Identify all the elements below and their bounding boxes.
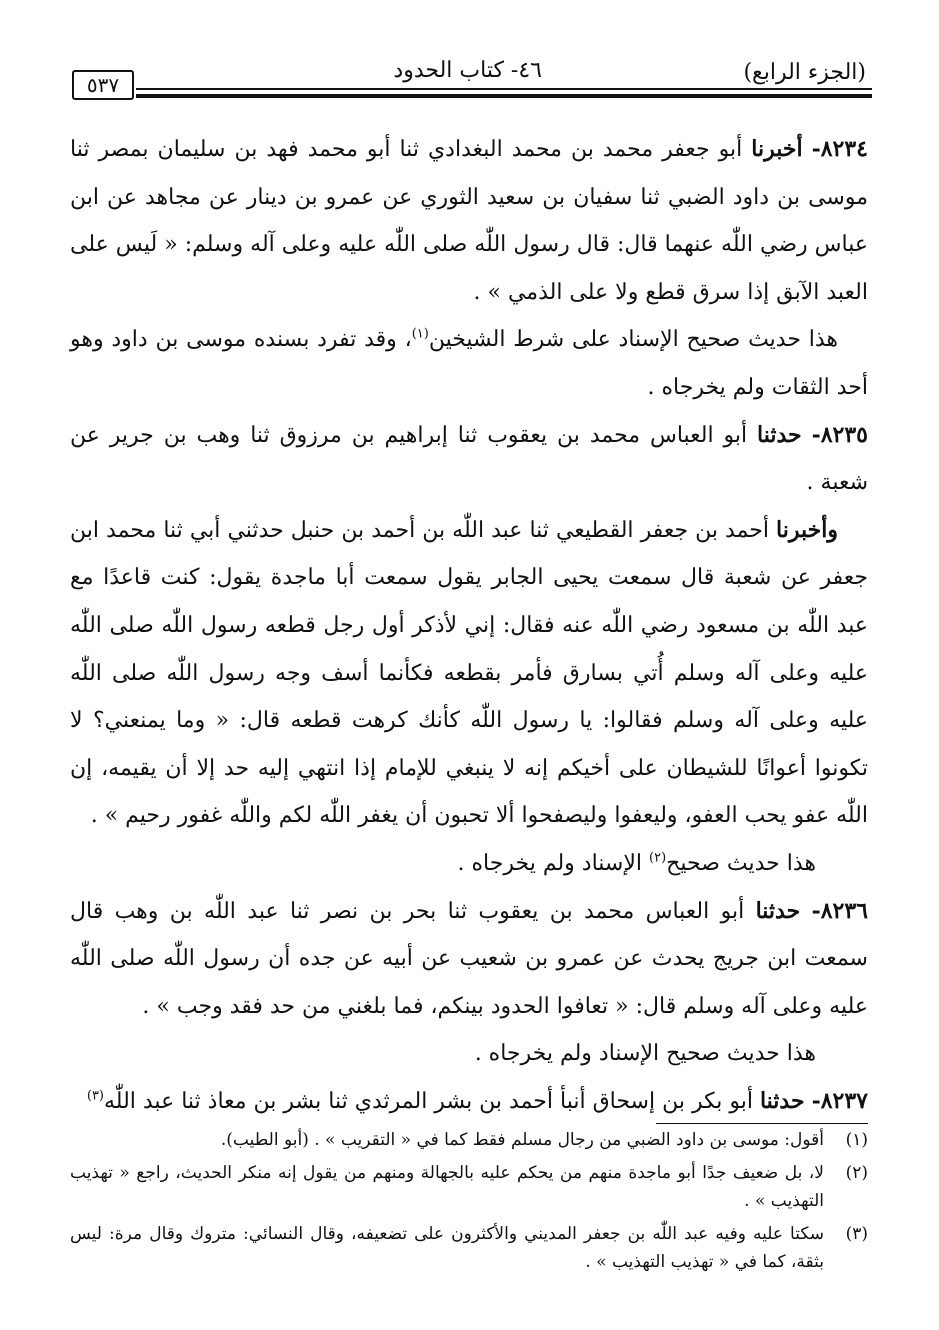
hadith-number: ٨٢٣٧- [811,1087,868,1114]
verdict-text: هذا حديث صحيح الإسناد ولم يخرجاه . [474,1041,816,1067]
verdict-text: هذا حديث صحيح [666,850,816,876]
hadith-number: ٨٢٣٥- [811,421,868,448]
page-number: ٥٣٧ [86,73,120,97]
footnote-label: (٣) [845,1224,868,1244]
footnote-text: لا، بل ضعيف جدًا أبو ماجدة منهم من يحكم عليه بالجهالة ومنهم من يقول إنه منكر الحديث، راجع « تهذيب التهذيب » . [70,1163,824,1211]
footnote-2 [70,1159,868,1215]
footnote-text: أقول: موسى بن داود الضبي من رجال مسلم فقط كما في « التقريب » . (أبو الطيب). [220,1130,824,1150]
footnote-label: (١) [845,1130,868,1150]
hadith-number: ٨٢٣٤- [811,136,868,162]
page-header [66,58,872,97]
narration-keyword: حدثنا [755,897,801,924]
hadith-text: أبو العباس محمد بن يعقوب ثنا بحر بن نصر ثنا عبد اللّٰه بن وهب قال سمعت ابن جريج يحدث عن عمرو بن شعيب عن أبيه عن جده أن رسول اللّٰه صلى اللّٰه عليه وعلى آله وسلم قال: « تعافوا الحدود بينكم، فما بلغني من حد فقد وجب » . [70,898,868,1019]
verdict-8234 [70,316,868,411]
header-rule-thick [136,94,872,98]
footnote-label: (٢) [845,1163,868,1183]
hadith-text: أبو جعفر محمد بن محمد البغدادي ثنا أبو محمد فهد بن سليمان بمصر ثنا موسى بن داود الضبي ثنا سفيان بن سعيد الثوري عن عمرو بن دينار عن مجاهد عن ابن عباس رضي اللّٰه عنهما قال: قال رسول اللّٰه صلى اللّٰه عليه وعلى آله وسلم: « لَيس على العبد الآبق إذا سرق قطع ولا على الذمي » . [70,137,868,305]
hadith-8236 [70,888,868,1031]
hadith-8237 [70,1078,868,1126]
footnote-1 [70,1126,868,1154]
footnote-text: سكتا عليه وفيه عبد اللّٰه بن جعفر المديني والأكثرون على تضعيفه، وقال النسائي: متروك وقال مرة: ليس بثقة، كما في « تهذيب التهذيب » . [70,1224,824,1272]
verdict-text-cont: الإسناد ولم يخرجاه . [457,850,650,876]
hadith-8235 [70,412,868,507]
footnotes [70,1126,868,1281]
book-title: ٤٦- كتاب الحدود [393,58,542,83]
footnote-ref-3[interactable]: (٣) [86,1088,104,1104]
narration-keyword: حدثنا [759,1087,805,1114]
header-rule-thin [136,88,872,90]
hadith-text: أبو العباس محمد بن يعقوب ثنا إبراهيم بن مرزوق ثنا وهب بن جرير عن شعبة . [70,422,868,496]
verdict-8235 [70,840,868,888]
main-text [70,126,868,1125]
footnote-ref-2[interactable]: (٢) [649,850,667,866]
verdict-8236 [70,1030,868,1078]
hadith-number: ٨٢٣٦- [811,897,868,924]
hadith-text: أحمد بن جعفر القطيعي ثنا عبد اللّٰه بن أحمد بن حنبل حدثني أبي ثنا محمد ابن جعفر عن شعبة قال سمعت يحيى الجابر يقول سمعت أبا ماجدة يقول: كنت قاعدًا مع عبد اللّٰه بن مسعود رضي اللّٰه عنه فقال: إني لأذكر أول رجل قطعه رسول اللّٰه صلى اللّٰه عليه وعلى آله وسلم أُتي بسارق فأمر بقطعه فكأنما أسف وجه رسول اللّٰه صلى اللّٰه عليه وعلى آله وسلم فقالوا: يا رسول اللّٰه كأنك كرهت قطعه قال: « وما يمنعني؟ لا تكونوا أعوانًا للشيطان على أخيكم إنه لا ينبغي للإمام إذا انتهي إليه حد إلا أن يقيمه، إن اللّٰه عفو يحب العفو، وليعفوا وليصفحوا ألا تحبون أن يغفر اللّٰه لكم واللّٰه غفور رحيم » . [70,517,868,829]
page-number-box [72,70,134,100]
verdict-text: هذا حديث صحيح الإسناد على شرط الشيخين [428,327,838,353]
hadith-8235-second-chain [70,507,868,840]
narration-keyword: حدثنا [757,421,802,448]
hadith-8234 [70,126,868,316]
narration-keyword: أخبرنا [751,136,803,162]
footnote-3 [70,1220,868,1276]
verdict-text-cont: ، وقد تفرد بسنده موسى بن داود وهو أحد الثقات ولم يخرجاه . [70,327,868,400]
footnote-separator [656,1123,868,1124]
hadith-text: أبو بكر بن إسحاق أنبأ أحمد بن بشر المرثدي ثنا بشر بن معاذ ثنا عبد اللّٰه [104,1088,760,1114]
part-title: (الجزء الرابع) [743,60,866,85]
footnote-ref-1[interactable]: (١) [411,327,429,343]
narration-keyword: وأخبرنا [776,516,838,543]
